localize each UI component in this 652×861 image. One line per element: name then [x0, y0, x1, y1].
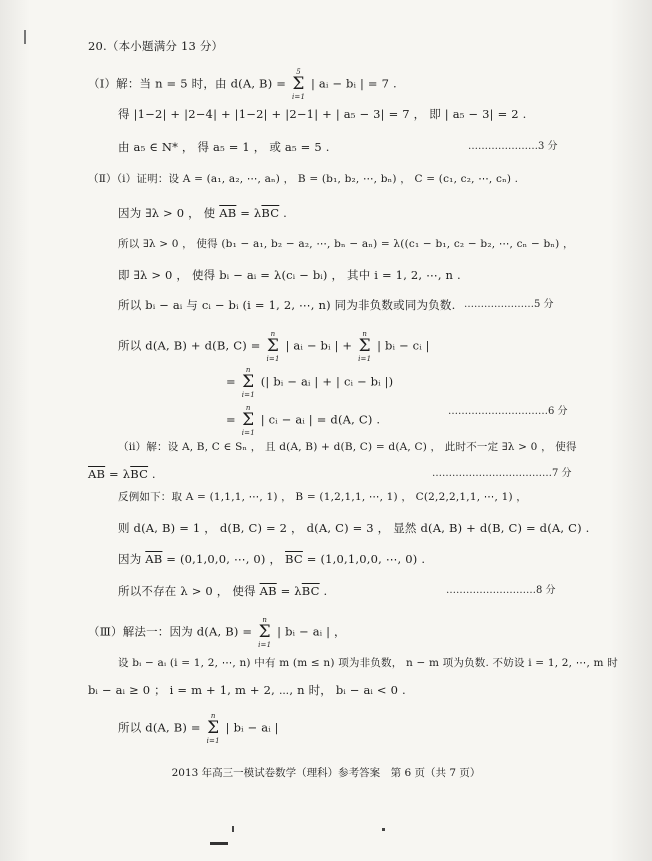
- lambda-eq: = λ: [105, 467, 131, 481]
- part2-line1: （Ⅱ）（ⅰ）证明：设 A = (a₁, a₂, ⋯, aₙ) ， B = (b₁, b₂, ⋯, bₙ) ， C = (c₁, c₂, ⋯, cₙ) .: [88, 173, 519, 185]
- vector-bc-value: = (1,0,1,0,0, ⋯, 0) .: [302, 552, 426, 566]
- part2-line8: [226, 404, 380, 437]
- sum-symbol: n Σ i=1: [358, 330, 372, 363]
- score-8: ………………………8 分: [446, 585, 556, 596]
- vector-ab-value: = (0,1,0,0, ⋯, 0) ，: [162, 552, 282, 566]
- period: .: [148, 467, 156, 481]
- scan-mark: [24, 30, 26, 44]
- vector-bc: $\overline{BC}$: [285, 552, 303, 566]
- score-7: ………………………………7 分: [432, 468, 572, 479]
- vector-ab: $\overline{AB}$: [219, 206, 237, 220]
- sum-lower: i=1: [241, 391, 255, 399]
- counterexample-line3: [118, 551, 425, 567]
- sum-lower: i=1: [258, 641, 272, 649]
- period: .: [279, 206, 288, 220]
- part2-line6-text: 所以 d(A, B) + d(B, C) =: [118, 338, 261, 353]
- part2-line2-text: 因为 ∃λ > 0 ， 使: [118, 206, 216, 220]
- sum-symbol: n Σ i=1: [206, 712, 220, 745]
- because: 因为: [118, 552, 142, 566]
- part3-line1: [88, 616, 346, 649]
- scan-mark: [232, 826, 234, 832]
- counterexample-line1: 反例如下：取 A = (1,1,1, ⋯, 1) ， B = (1,2,1,1, ⋯, 1) ， C(2,2,2,1,1, ⋯, 1) ，: [118, 491, 527, 503]
- page-footer: 2013 年高三一模试卷数学（理科）参考答案 第 6 页（共 7 页）: [171, 767, 481, 779]
- scan-mark: [382, 828, 385, 831]
- sum-upper: n: [210, 712, 216, 720]
- counterexample-line4: [118, 583, 327, 599]
- part2-line6-term2: | bᵢ − cᵢ |: [377, 338, 430, 353]
- part2-line8-term: | cᵢ − aᵢ | = d(A, C) .: [260, 412, 381, 427]
- part3-line1-text: （Ⅲ）解法一：因为 d(A, B) =: [88, 624, 253, 639]
- vector-ab: $\overline{AB}$: [259, 584, 277, 598]
- part1-line1-text: （Ⅰ）解：当 n = 5 时，由 d(A, B) =: [88, 76, 287, 91]
- sum-symbol: n Σ i=1: [258, 616, 272, 649]
- sum-upper: n: [270, 330, 276, 338]
- part2-line6-term1: | aᵢ − bᵢ | +: [285, 338, 353, 353]
- part2-line2: [118, 205, 287, 221]
- sum-lower: i=1: [291, 93, 306, 101]
- period: .: [319, 584, 328, 598]
- vector-bc: $\overline{BC}$: [261, 206, 280, 220]
- part2-line5: 所以 bᵢ − aᵢ 与 cᵢ − bᵢ (i = 1, 2, ⋯, n) 同为非负数或同为负数.: [118, 298, 456, 312]
- score-5: …………………5 分: [464, 299, 554, 310]
- part3-line4-text: 所以 d(A, B) =: [118, 720, 201, 735]
- score-3: …………………3 分: [468, 141, 558, 152]
- part3-line3: bᵢ − aᵢ ≥ 0 ； i = m + 1, m + 2, ⋯, n 时， bᵢ − aᵢ < 0 .: [88, 683, 406, 697]
- part2-line6: [118, 330, 430, 363]
- part2-line4: 即 ∃λ > 0 ， 使得 bᵢ − aᵢ = λ(cᵢ − bᵢ) ， 其中 i = 1, 2, ⋯, n .: [118, 268, 461, 282]
- part3-line1-term: | bᵢ − aᵢ | ，: [277, 624, 346, 639]
- sum-lower: i=1: [206, 737, 220, 745]
- lambda-eq: = λ: [276, 584, 302, 598]
- conclusion-text: 所以不存在 λ > 0 ， 使得: [118, 584, 256, 598]
- sum-symbol: 5 Σ i=1: [291, 68, 306, 101]
- part2-line7: [226, 366, 393, 399]
- part1-line3: 由 a₅ ∈ N* ， 得 a₅ = 1 ， 或 a₅ = 5 .: [118, 140, 330, 154]
- equals: =: [226, 374, 236, 389]
- part2-line3: 所以 ∃λ > 0 ， 使得 (b₁ − a₁, b₂ − a₂, ⋯, bₙ − aₙ) = λ((c₁ − b₁, c₂ − b₂, ⋯, cₙ − bₙ) ，: [118, 238, 574, 250]
- sum-upper: n: [245, 404, 251, 412]
- part1-line1: [88, 68, 397, 101]
- sum-lower: i=1: [358, 355, 372, 363]
- sum-upper: n: [362, 330, 368, 338]
- part2-sub2-line2: [88, 466, 156, 482]
- counterexample-line2: 则 d(A, B) = 1 ， d(B, C) = 2 ， d(A, C) = 3 ， 显然 d(A, B) + d(B, C) = d(A, C) .: [118, 521, 590, 535]
- sum-symbol: n Σ i=1: [266, 330, 280, 363]
- problem-number: 20.（本小题满分 13 分）: [88, 39, 224, 53]
- part1-line2: 得 |1−2| + |2−4| + |1−2| + |2−1| + | a₅ − 3| = 7 ， 即 | a₅ − 3| = 2 .: [118, 107, 527, 121]
- sum-upper: 5: [296, 68, 301, 76]
- sum-upper: n: [245, 366, 251, 374]
- part2-line7-term: (| bᵢ − aᵢ | + | cᵢ − bᵢ |): [260, 374, 394, 389]
- vector-ab: $\overline{AB}$: [145, 552, 163, 566]
- sum-symbol: n Σ i=1: [241, 366, 255, 399]
- part2-sub2-line1: （ⅱ）解：设 A, B, C ∈ Sₙ ， 且 d(A, B) + d(B, C) = d(A, C) ， 此时不一定 ∃λ > 0 ， 使得: [118, 441, 577, 453]
- score-6: …………………………6 分: [448, 406, 568, 417]
- sum-lower: i=1: [266, 355, 280, 363]
- lambda-eq: = λ: [236, 206, 262, 220]
- equals: =: [226, 412, 236, 427]
- sum-upper: n: [262, 616, 268, 624]
- part1-line1-tail: | aᵢ − bᵢ | = 7 .: [310, 76, 397, 91]
- sum-lower: i=1: [241, 429, 255, 437]
- scan-mark: [210, 842, 228, 845]
- part3-line4-term: | bᵢ − aᵢ |: [225, 720, 279, 735]
- part3-line4: [118, 712, 279, 745]
- part3-line2: 设 bᵢ − aᵢ (i = 1, 2, ⋯, n) 中有 m (m ≤ n) 项为非负数， n − m 项为负数. 不妨设 i = 1, 2, ⋯, m 时: [118, 657, 618, 669]
- vector-bc: $\overline{BC}$: [301, 584, 320, 598]
- sum-symbol: n Σ i=1: [241, 404, 255, 437]
- vector-bc: $\overline{BC}$: [130, 467, 149, 481]
- vector-ab: $\overline{AB}$: [88, 467, 106, 481]
